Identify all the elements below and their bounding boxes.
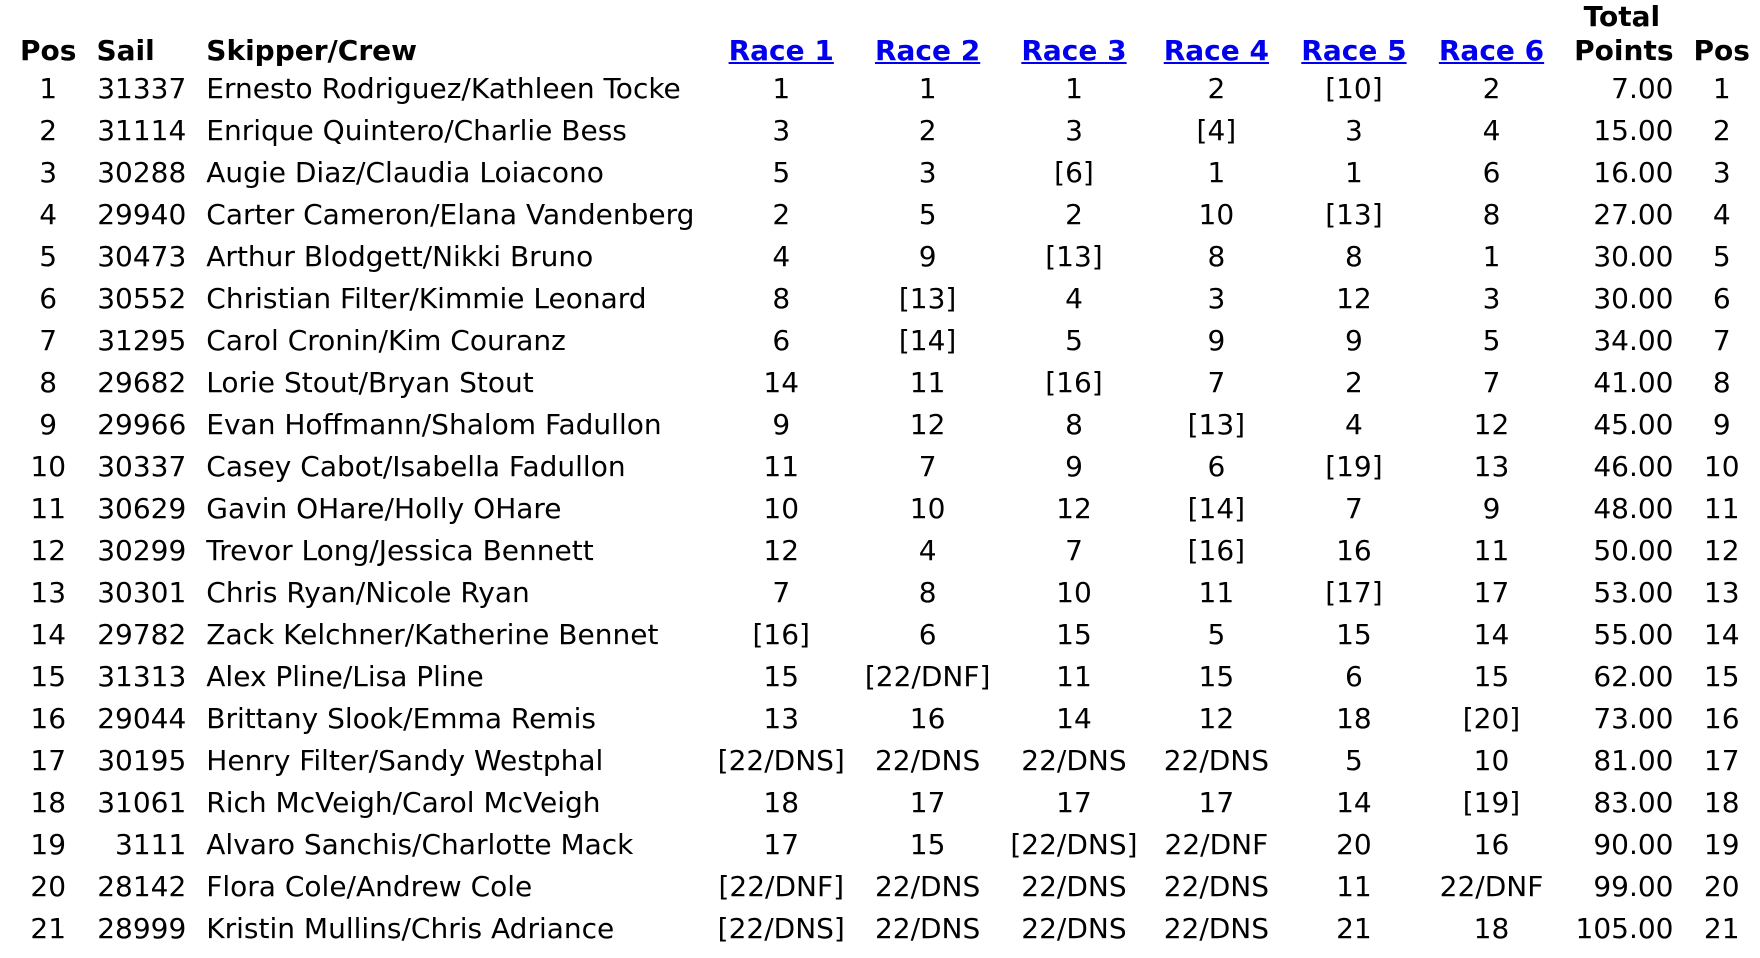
pos-end-cell: 4 (1712, 198, 1731, 231)
race-5-cell: 16 (1336, 534, 1372, 567)
pos-end-cell: 14 (1703, 618, 1740, 651)
header-pos-end: Pos (1693, 34, 1750, 67)
pos-end-cell: 21 (1703, 912, 1740, 945)
race-2-cell: 22/DNS (874, 744, 981, 777)
race-2-cell: 3 (918, 156, 937, 189)
race-5-cell: [17] (1325, 576, 1383, 609)
sail-cell: 30288 (97, 156, 187, 189)
header-total-line2: Points (1574, 34, 1674, 67)
race-2-cell: [13] (898, 282, 957, 315)
pos-cell: 17 (30, 744, 67, 777)
pos-cell: 9 (39, 408, 58, 441)
race-4-cell: 22/DNS (1163, 912, 1270, 945)
pos-cell: 14 (30, 618, 67, 651)
race-5-cell: 9 (1345, 324, 1363, 357)
race-6-cell: 17 (1473, 576, 1510, 609)
race-5-cell: 5 (1345, 744, 1363, 777)
pos-cell: 19 (30, 828, 67, 861)
skipper-crew-cell: Alvaro Sanchis/Charlotte Mack (206, 828, 634, 861)
race-6-cell: 15 (1473, 660, 1510, 693)
race-3-cell: [16] (1045, 366, 1103, 399)
race-5-cell: 4 (1345, 408, 1363, 441)
total-points-cell: 55.00 (1593, 618, 1674, 651)
race-5-cell: 3 (1345, 114, 1363, 147)
race-3-cell: 1 (1065, 72, 1083, 105)
table-row (10, 278, 1760, 320)
race-6-cell: 6 (1482, 156, 1501, 189)
race-6-cell: 1 (1482, 240, 1501, 273)
race-2-cell: 5 (918, 198, 937, 231)
race-3-cell: 22/DNS (1021, 870, 1127, 903)
total-points-cell: 41.00 (1593, 366, 1674, 399)
race-1-cell: 5 (772, 156, 791, 189)
race-2-cell: 22/DNS (874, 870, 981, 903)
race-2-cell: [14] (898, 324, 957, 357)
race-3-cell: [22/DNS] (1010, 828, 1138, 861)
pos-cell: 13 (30, 576, 67, 609)
pos-end-cell: 11 (1703, 492, 1740, 525)
race-5-cell: 18 (1336, 702, 1372, 735)
table-row (10, 740, 1760, 782)
skipper-crew-cell: Henry Filter/Sandy Westphal (206, 744, 604, 777)
table-row (10, 614, 1760, 656)
pos-cell: 8 (39, 366, 58, 399)
race-3-cell: 15 (1056, 618, 1092, 651)
total-points-cell: 83.00 (1593, 786, 1674, 819)
race-4-cell: 22/DNS (1163, 870, 1270, 903)
sail-cell: 29044 (97, 702, 187, 735)
pos-cell: 2 (39, 114, 58, 147)
race-1-cell: 8 (772, 282, 791, 315)
race-6-cell: 22/DNF (1439, 870, 1544, 903)
pos-end-cell: 10 (1703, 450, 1740, 483)
skipper-crew-cell: Ernesto Rodriguez/Kathleen Tocke (206, 72, 681, 105)
skipper-crew-cell: Rich McVeigh/Carol McVeigh (206, 786, 601, 819)
pos-cell: 1 (39, 72, 58, 105)
pos-end-cell: 5 (1712, 240, 1731, 273)
pos-end-cell: 13 (1703, 576, 1740, 609)
race-1-cell: 15 (763, 660, 800, 693)
total-points-cell: 90.00 (1593, 828, 1674, 861)
table-row (10, 656, 1760, 698)
pos-cell: 6 (39, 282, 58, 315)
race-3-cell: 8 (1065, 408, 1083, 441)
race-2-cell: 17 (909, 786, 946, 819)
race-3-cell: 4 (1065, 282, 1083, 315)
race-1-cell: 13 (763, 702, 800, 735)
header-total-points (1560, 0, 1683, 68)
table-row (10, 698, 1760, 740)
race-6-cell: 7 (1482, 366, 1501, 399)
total-points-cell: 99.00 (1593, 870, 1674, 903)
race-4-link[interactable]: Race 4 (1163, 34, 1269, 67)
total-points-cell: 27.00 (1593, 198, 1674, 231)
race-4-cell: 22/DNF (1164, 828, 1269, 861)
race-2-cell: 22/DNS (874, 912, 981, 945)
table-row (10, 488, 1760, 530)
race-5-cell: [13] (1325, 198, 1383, 231)
skipper-crew-cell: Brittany Slook/Emma Remis (206, 702, 596, 735)
table-row (10, 866, 1760, 908)
pos-cell: 20 (30, 870, 67, 903)
race-1-cell: 2 (772, 198, 791, 231)
race-1-cell: 14 (763, 366, 800, 399)
total-points-cell: 81.00 (1593, 744, 1674, 777)
race-6-cell: [20] (1462, 702, 1521, 735)
race-6-cell: 5 (1482, 324, 1501, 357)
skipper-crew-cell: Enrique Quintero/Charlie Bess (206, 114, 627, 147)
skipper-crew-cell: Alex Pline/Lisa Pline (206, 660, 484, 693)
pos-end-cell: 17 (1703, 744, 1740, 777)
skipper-crew-cell: Chris Ryan/Nicole Ryan (206, 576, 530, 609)
sail-cell: 30195 (97, 744, 187, 777)
pos-end-cell: 18 (1703, 786, 1740, 819)
race-6-cell: 18 (1473, 912, 1510, 945)
race-5-cell: 11 (1336, 870, 1372, 903)
race-6-cell: 8 (1482, 198, 1501, 231)
race-3-link[interactable]: Race 3 (1021, 34, 1127, 67)
pos-cell: 7 (39, 324, 58, 357)
race-3-cell: 10 (1056, 576, 1092, 609)
total-points-cell: 46.00 (1593, 450, 1674, 483)
sail-cell: 30299 (97, 534, 187, 567)
race-1-cell: 10 (763, 492, 800, 525)
sail-cell: 31337 (97, 72, 187, 105)
skipper-crew-cell: Carol Cronin/Kim Couranz (206, 324, 566, 357)
pos-cell: 15 (30, 660, 67, 693)
skipper-crew-cell: Evan Hoffmann/Shalom Fadullon (206, 408, 662, 441)
race-6-cell: 10 (1473, 744, 1510, 777)
race-3-cell: 14 (1056, 702, 1092, 735)
pos-end-cell: 9 (1712, 408, 1731, 441)
pos-end-cell: 19 (1703, 828, 1740, 861)
header-skipper-crew: Skipper/Crew (206, 34, 417, 67)
race-4-cell: [16] (1187, 534, 1246, 567)
sail-cell: 30337 (97, 450, 187, 483)
race-4-cell: 10 (1198, 198, 1235, 231)
race-4-cell: 7 (1207, 366, 1226, 399)
race-1-cell: 4 (772, 240, 791, 273)
race-2-cell: 4 (918, 534, 937, 567)
skipper-crew-cell: Arthur Blodgett/Nikki Bruno (206, 240, 594, 273)
race-2-cell: 6 (918, 618, 937, 651)
race-5-cell: 8 (1345, 240, 1363, 273)
race-1-cell: 3 (772, 114, 791, 147)
total-points-cell: 50.00 (1593, 534, 1674, 567)
race-3-cell: 11 (1056, 660, 1092, 693)
race-4-cell: 6 (1207, 450, 1226, 483)
race-3-cell: 12 (1056, 492, 1092, 525)
race-5-cell: 6 (1345, 660, 1363, 693)
pos-end-cell: 3 (1712, 156, 1731, 189)
race-5-cell: [10] (1325, 72, 1383, 105)
race-6-link[interactable]: Race 6 (1438, 34, 1545, 67)
race-4-cell: 3 (1207, 282, 1226, 315)
race-2-cell: 11 (909, 366, 946, 399)
race-5-cell: 20 (1336, 828, 1372, 861)
race-3-cell: 2 (1065, 198, 1083, 231)
race-6-cell: 14 (1473, 618, 1510, 651)
race-3-cell: 3 (1065, 114, 1083, 147)
race-6-cell: 12 (1473, 408, 1510, 441)
total-points-cell: 62.00 (1593, 660, 1674, 693)
race-4-cell: 1 (1207, 156, 1226, 189)
table-row (10, 194, 1760, 236)
skipper-crew-cell: Christian Filter/Kimmie Leonard (206, 282, 647, 315)
table-row (10, 824, 1760, 866)
race-2-cell: 16 (909, 702, 946, 735)
race-6-cell: 9 (1482, 492, 1501, 525)
table-row (10, 446, 1760, 488)
race-4-cell: [4] (1196, 114, 1237, 147)
sail-cell: 30629 (97, 492, 187, 525)
race-4-cell: 5 (1207, 618, 1226, 651)
race-3-cell: [13] (1045, 240, 1103, 273)
race-3-cell: 7 (1065, 534, 1083, 567)
race-1-cell: 11 (763, 450, 800, 483)
race-1-cell: 7 (772, 576, 791, 609)
race-5-cell: 14 (1336, 786, 1372, 819)
race-1-cell: [22/DNS] (717, 912, 845, 945)
sail-cell: 31114 (97, 114, 187, 147)
total-points-cell: 45.00 (1593, 408, 1674, 441)
race-2-cell: 2 (918, 114, 937, 147)
total-points-cell: 30.00 (1593, 282, 1674, 315)
table-row (10, 404, 1760, 446)
pos-end-cell: 1 (1712, 72, 1731, 105)
race-5-cell: [19] (1325, 450, 1383, 483)
race-2-cell: 9 (918, 240, 937, 273)
race-6-cell: 3 (1482, 282, 1501, 315)
race-4-cell: 15 (1198, 660, 1235, 693)
table-row (10, 110, 1760, 152)
race-2-link[interactable]: Race 2 (874, 34, 981, 67)
table-row (10, 782, 1760, 824)
pos-cell: 21 (30, 912, 67, 945)
race-6-cell: 11 (1473, 534, 1510, 567)
race-3-cell: 9 (1065, 450, 1083, 483)
race-4-cell: 22/DNS (1163, 744, 1270, 777)
race-3-cell: 22/DNS (1021, 744, 1127, 777)
race-5-cell: 1 (1345, 156, 1363, 189)
race-4-cell: 12 (1198, 702, 1235, 735)
total-points-cell: 34.00 (1593, 324, 1674, 357)
race-2-cell: [22/DNF] (864, 660, 991, 693)
sail-cell: 3111 (115, 828, 187, 861)
sail-cell: 28142 (97, 870, 187, 903)
sail-cell: 30301 (97, 576, 187, 609)
table-row (10, 362, 1760, 404)
sail-cell: 29940 (97, 198, 187, 231)
race-6-cell: 13 (1473, 450, 1510, 483)
race-2-cell: 10 (909, 492, 946, 525)
race-3-cell: 5 (1065, 324, 1083, 357)
pos-cell: 5 (39, 240, 58, 273)
sail-cell: 29782 (97, 618, 187, 651)
skipper-crew-cell: Augie Diaz/Claudia Loiacono (206, 156, 604, 189)
header-race-4 (1148, 0, 1286, 68)
race-5-link[interactable]: Race 5 (1301, 34, 1407, 67)
header-sail: Sail (96, 34, 155, 67)
table-row (10, 908, 1760, 950)
pos-end-cell: 7 (1712, 324, 1731, 357)
race-1-cell: 6 (772, 324, 791, 357)
total-points-cell: 7.00 (1611, 72, 1674, 105)
race-2-cell: 8 (918, 576, 937, 609)
total-points-cell: 30.00 (1593, 240, 1674, 273)
skipper-crew-cell: Kristin Mullins/Chris Adriance (206, 912, 615, 945)
race-4-cell: 2 (1207, 72, 1226, 105)
table-row (10, 572, 1760, 614)
header-pos: Pos (20, 34, 77, 67)
race-6-cell: 4 (1482, 114, 1501, 147)
race-2-cell: 12 (909, 408, 946, 441)
header-row (10, 0, 1760, 68)
pos-end-cell: 15 (1703, 660, 1740, 693)
sail-cell: 30473 (97, 240, 187, 273)
header-total-line1: Total (1583, 0, 1661, 33)
race-1-cell: [22/DNF] (718, 870, 844, 903)
race-4-cell: 17 (1198, 786, 1235, 819)
race-2-cell: 1 (918, 72, 937, 105)
pos-end-cell: 20 (1703, 870, 1740, 903)
race-6-cell: 16 (1473, 828, 1510, 861)
table-row (10, 320, 1760, 362)
total-points-cell: 16.00 (1593, 156, 1674, 189)
race-5-cell: 2 (1345, 366, 1363, 399)
race-3-cell: [6] (1054, 156, 1094, 189)
header-race-2 (855, 0, 1001, 68)
skipper-crew-cell: Flora Cole/Andrew Cole (206, 870, 533, 903)
race-4-cell: 8 (1207, 240, 1226, 273)
total-points-cell: 15.00 (1593, 114, 1674, 147)
header-race-1 (708, 0, 855, 68)
race-1-cell: 1 (772, 72, 791, 105)
race-5-cell: 21 (1336, 912, 1372, 945)
sail-cell: 31061 (97, 786, 187, 819)
race-5-cell: 7 (1345, 492, 1363, 525)
skipper-crew-cell: Zack Kelchner/Katherine Bennet (206, 618, 659, 651)
race-4-cell: 9 (1207, 324, 1226, 357)
table-row (10, 530, 1760, 572)
skipper-crew-cell: Lorie Stout/Bryan Stout (206, 366, 534, 399)
skipper-crew-cell: Casey Cabot/Isabella Fadullon (206, 450, 626, 483)
sail-cell: 30552 (97, 282, 187, 315)
sail-cell: 29682 (97, 366, 187, 399)
race-3-cell: 22/DNS (1021, 912, 1127, 945)
race-5-cell: 12 (1336, 282, 1372, 315)
race-4-cell: [13] (1187, 408, 1246, 441)
pos-cell: 10 (30, 450, 67, 483)
race-1-cell: [22/DNS] (717, 744, 845, 777)
pos-end-cell: 16 (1703, 702, 1740, 735)
header-race-5 (1285, 0, 1423, 68)
total-points-cell: 48.00 (1593, 492, 1674, 525)
table-body (10, 68, 1760, 950)
skipper-crew-cell: Carter Cameron/Elana Vandenberg (206, 198, 695, 231)
table-header (10, 0, 1760, 68)
total-points-cell: 105.00 (1575, 912, 1674, 945)
pos-end-cell: 8 (1712, 366, 1731, 399)
race-1-cell: 17 (763, 828, 800, 861)
pos-cell: 12 (30, 534, 67, 567)
race-1-cell: [16] (752, 618, 810, 651)
race-1-link[interactable]: Race 1 (728, 34, 834, 67)
race-1-cell: 12 (763, 534, 800, 567)
skipper-crew-cell: Gavin OHare/Holly OHare (206, 492, 562, 525)
total-points-cell: 53.00 (1593, 576, 1674, 609)
race-2-cell: 15 (909, 828, 946, 861)
results-table (10, 0, 1760, 950)
header-race-6 (1423, 0, 1561, 68)
race-4-cell: [14] (1187, 492, 1246, 525)
race-4-cell: 11 (1198, 576, 1235, 609)
header-race-3 (1000, 0, 1147, 68)
race-6-cell: [19] (1462, 786, 1521, 819)
pos-cell: 16 (30, 702, 67, 735)
sail-cell: 31295 (97, 324, 187, 357)
race-1-cell: 18 (763, 786, 800, 819)
pos-end-cell: 6 (1712, 282, 1731, 315)
pos-cell: 18 (30, 786, 67, 819)
sail-cell: 31313 (97, 660, 187, 693)
pos-end-cell: 2 (1712, 114, 1731, 147)
race-5-cell: 15 (1336, 618, 1372, 651)
race-6-cell: 2 (1482, 72, 1501, 105)
pos-cell: 4 (39, 198, 58, 231)
skipper-crew-cell: Trevor Long/Jessica Bennett (206, 534, 594, 567)
table-row (10, 236, 1760, 278)
sail-cell: 29966 (97, 408, 187, 441)
pos-cell: 3 (39, 156, 58, 189)
total-points-cell: 73.00 (1593, 702, 1674, 735)
race-2-cell: 7 (918, 450, 937, 483)
table-row (10, 68, 1760, 110)
race-1-cell: 9 (772, 408, 791, 441)
pos-cell: 11 (30, 492, 67, 525)
sail-cell: 28999 (97, 912, 187, 945)
pos-end-cell: 12 (1703, 534, 1740, 567)
table-row (10, 152, 1760, 194)
race-3-cell: 17 (1056, 786, 1092, 819)
